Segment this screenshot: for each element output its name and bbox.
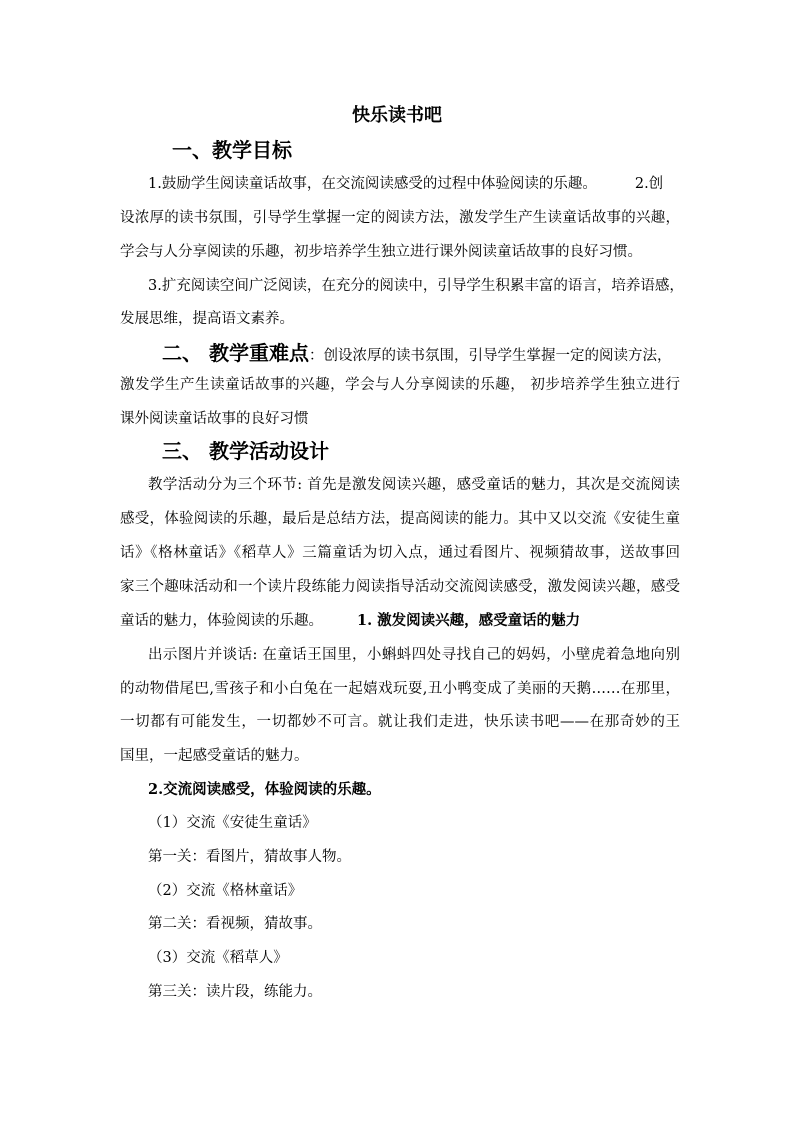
document-title: 快乐读书吧 (352, 105, 442, 126)
para1-line-5 (120, 610, 680, 632)
item-1: （1）交流《安徒生童话》 (148, 815, 317, 831)
para1-line-5-text: 童话的魅力，体验阅读的乐趣。 (120, 613, 323, 629)
section-heading-difficulties: 二、 教学重难点 (162, 341, 309, 365)
goal-2-line-2: 设浓厚的读书氛围，引导学生掌握一定的阅读方法，激发学生产生读童话故事的兴趣， (120, 210, 680, 226)
item-2: （2）交流《格林童话》 (148, 883, 303, 899)
para2-line-3: 一切都有可能发生，一切都妙不可言。就让我们走进，快乐读书吧——在那奇妙的王 (120, 714, 680, 730)
section-heading-activities: 三、 教学活动设计 (162, 439, 329, 463)
para1-line-1: 教学活动分为三个环节: 首先是激发阅读兴趣，感受童话的魅力，其次是交流阅读 (148, 477, 680, 493)
level-3: 第三关：读片段，练能力。 (148, 984, 322, 1000)
para1-line-3: 话》《格林童话》《稻草人》三篇童话为切入点，通过看图片、视频猜故事，送故事回 (120, 545, 680, 561)
goal-2-line-3: 学会与人分享阅读的乐趣，初步培养学生独立进行课外阅读童话故事的良好习惯。 (120, 244, 642, 260)
item-3: （3）交流《稻草人》 (148, 950, 288, 966)
para1-line-2: 感受，体验阅读的乐趣，最后是总结方法，提高阅读的能力。其中又以交流《安徒生童 (120, 511, 680, 527)
goal-3-line-2: 发展思维，提高语文素养。 (120, 311, 294, 327)
subheading-2: 2.交流阅读感受，体验阅读的乐趣。 (148, 781, 381, 798)
para1-line-4: 家三个趣味活动和一个读片段练能力阅读指导活动交流阅读感受，激发阅读兴趣，感受 (120, 579, 680, 595)
goal-2-start: 2.创 (634, 176, 664, 192)
goal-1-text: 1.鼓励学生阅读童话故事，在交流阅读感受的过程中体验阅读的乐趣。 (148, 176, 597, 192)
para2-line-4: 国里，一起感受童话的魅力。 (120, 748, 309, 764)
level-1: 第一关：看图片，猜故事人物。 (148, 849, 351, 865)
section-heading-goals: 一、教学目标 (172, 138, 292, 162)
difficulties-line-2: 激发学生产生读童话故事的兴趣，学会与人分享阅读的乐趣， 初步培养学生独立进行 (120, 377, 680, 393)
goal-1-line (148, 173, 688, 195)
para2-line-2: 的动物借尾巴,雪孩子和小白兔在一起嬉戏玩耍,丑小鸭变成了美丽的天鹅……在那里， (120, 681, 680, 697)
level-2: 第二关：看视频，猜故事。 (148, 916, 322, 932)
difficulties-text-1: ：创设浓厚的读书氛围，引导学生掌握一定的阅读方法， (308, 348, 672, 364)
subheading-1: 1. 激发阅读兴趣，感受童话的魅力 (357, 612, 581, 629)
difficulties-line-3: 课外阅读童话故事的良好习惯 (120, 411, 309, 427)
section-heading-difficulties-line (162, 340, 682, 367)
goal-3-line-1: 3.扩充阅读空间广泛阅读，在充分的阅读中，引导学生积累丰富的语言，培养语感， (148, 278, 684, 294)
para2-line-1: 出示图片并谈话: 在童话王国里，小蝌蚪四处寻找自己的妈妈，小壁虎着急地向别 (148, 647, 680, 663)
